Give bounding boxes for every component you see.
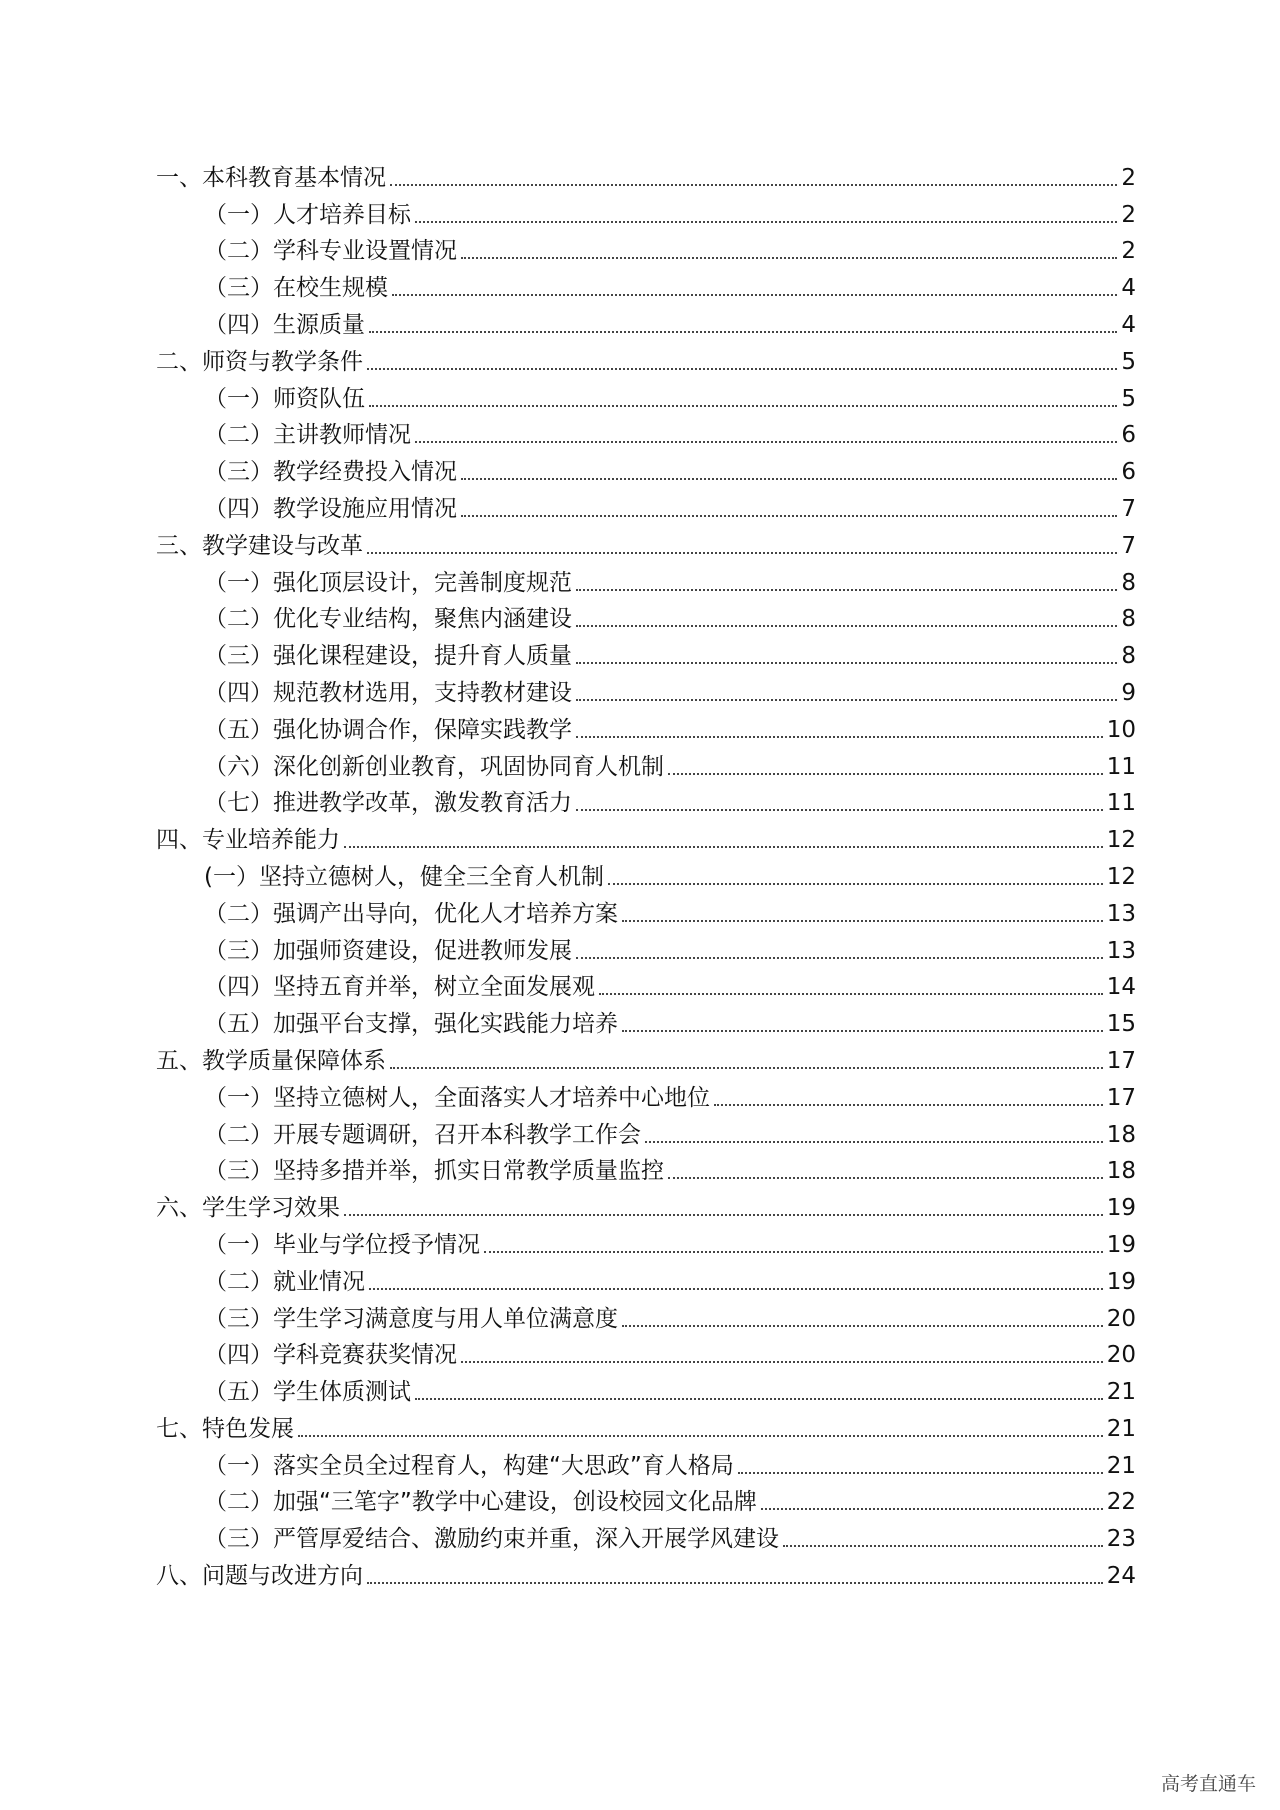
toc-dot-leader	[369, 1288, 1103, 1290]
toc-subsection-entry[interactable]	[156, 673, 1136, 710]
watermark-text: 高考直通车	[1160, 1773, 1256, 1795]
toc-dot-leader	[738, 1472, 1103, 1474]
toc-entry-title: （五）加强平台支撑，强化实践能力培养	[204, 1011, 618, 1038]
toc-entry-title: （三）加强师资建设，促进教师发展	[204, 937, 572, 964]
toc-dot-leader	[367, 1582, 1103, 1584]
toc-subsection-entry[interactable]	[156, 195, 1136, 232]
toc-subsection-entry[interactable]	[156, 1519, 1136, 1556]
toc-dot-leader	[599, 993, 1103, 995]
toc-dot-leader	[645, 1141, 1103, 1143]
toc-subsection-entry[interactable]	[156, 305, 1136, 342]
toc-subsection-entry[interactable]	[156, 268, 1136, 305]
toc-dot-leader	[367, 368, 1117, 370]
toc-dot-leader	[622, 1325, 1103, 1327]
toc-page-number: 6	[1121, 459, 1136, 486]
toc-entry-title: （二）就业情况	[204, 1268, 365, 1295]
toc-subsection-entry[interactable]	[156, 1299, 1136, 1336]
toc-dot-leader	[367, 552, 1117, 554]
toc-section-entry[interactable]	[156, 1188, 1136, 1225]
toc-page-number: 10	[1106, 716, 1136, 743]
toc-entry-title: （五）学生体质测试	[204, 1379, 411, 1406]
toc-section-entry[interactable]	[156, 1041, 1136, 1078]
toc-page-number: 8	[1121, 569, 1136, 596]
toc-entry-title: （二）优化专业结构，聚焦内涵建设	[204, 606, 572, 633]
toc-dot-leader	[344, 846, 1103, 848]
toc-dot-leader	[415, 221, 1117, 223]
toc-page-number: 15	[1106, 1011, 1136, 1038]
toc-page-number: 14	[1106, 974, 1136, 1001]
toc-subsection-entry[interactable]	[156, 747, 1136, 784]
toc-page-number: 4	[1121, 275, 1136, 302]
toc-subsection-entry[interactable]	[156, 1225, 1136, 1262]
toc-entry-title: （三）严管厚爱结合、激励约束并重，深入开展学风建设	[204, 1526, 779, 1553]
toc-dot-leader	[576, 589, 1117, 591]
toc-page-number: 21	[1106, 1452, 1136, 1479]
toc-dot-leader	[392, 294, 1117, 296]
toc-page-number: 8	[1121, 643, 1136, 670]
toc-page-number: 19	[1106, 1231, 1136, 1258]
toc-page-number: 12	[1106, 863, 1136, 890]
toc-subsection-entry[interactable]	[156, 1152, 1136, 1189]
toc-page-number: 19	[1106, 1195, 1136, 1222]
toc-entry-title: 八、问题与改进方向	[156, 1563, 363, 1590]
toc-section-entry[interactable]	[156, 342, 1136, 379]
toc-entry-title: （三）强化课程建设，提升育人质量	[204, 643, 572, 670]
toc-page-number: 19	[1106, 1268, 1136, 1295]
toc-page-number: 18	[1106, 1158, 1136, 1185]
toc-entry-title: （六）深化创新创业教育，巩固协同育人机制	[204, 753, 664, 780]
toc-page-number: 2	[1121, 201, 1136, 228]
toc-page-number: 17	[1106, 1084, 1136, 1111]
toc-subsection-entry[interactable]	[156, 968, 1136, 1005]
toc-subsection-entry[interactable]	[156, 1446, 1136, 1483]
toc-subsection-entry[interactable]	[156, 232, 1136, 269]
toc-dot-leader	[461, 515, 1117, 517]
toc-section-entry[interactable]	[156, 526, 1136, 563]
toc-page-number: 9	[1121, 679, 1136, 706]
toc-subsection-entry[interactable]	[156, 379, 1136, 416]
toc-entry-title: （四）规范教材选用，支持教材建设	[204, 679, 572, 706]
toc-entry-title: （三）在校生规模	[204, 275, 388, 302]
toc-dot-leader	[576, 662, 1117, 664]
toc-entry-title: （一）毕业与学位授予情况	[204, 1231, 480, 1258]
toc-dot-leader	[622, 920, 1103, 922]
toc-section-entry[interactable]	[156, 1556, 1136, 1593]
toc-subsection-entry[interactable]	[156, 1262, 1136, 1299]
toc-entry-title: （七）推进教学改革，激发教育活力	[204, 790, 572, 817]
toc-entry-title: （五）强化协调合作，保障实践教学	[204, 716, 572, 743]
toc-page-number: 23	[1106, 1526, 1136, 1553]
toc-page-number: 5	[1121, 385, 1136, 412]
toc-dot-leader	[390, 184, 1117, 186]
toc-entry-title: 三、教学建设与改革	[156, 532, 363, 559]
toc-page-number: 21	[1106, 1379, 1136, 1406]
toc-subsection-entry[interactable]	[156, 784, 1136, 821]
toc-entry-title: （一）落实全员全过程育人，构建“大思政”育人格局	[204, 1452, 734, 1479]
toc-page-number: 13	[1106, 937, 1136, 964]
toc-entry-title: （二）主讲教师情况	[204, 422, 411, 449]
toc-entry-title: （四）坚持五育并举，树立全面发展观	[204, 974, 595, 1001]
toc-entry-title: （一）坚持立德树人，全面落实人才培养中心地位	[204, 1084, 710, 1111]
toc-subsection-entry[interactable]	[156, 636, 1136, 673]
toc-dot-leader	[461, 1361, 1103, 1363]
toc-page-number: 18	[1106, 1121, 1136, 1148]
toc-subsection-entry[interactable]	[156, 452, 1136, 489]
toc-page-number: 11	[1106, 790, 1136, 817]
toc-entry-title: （一）师资队伍	[204, 385, 365, 412]
toc-entry-title: 七、特色发展	[156, 1415, 294, 1442]
toc-dot-leader	[390, 1067, 1103, 1069]
toc-dot-leader	[461, 257, 1117, 259]
toc-section-entry[interactable]	[156, 158, 1136, 195]
toc-page-number: 20	[1106, 1342, 1136, 1369]
toc-page-number: 7	[1121, 495, 1136, 522]
toc-page-number: 2	[1121, 164, 1136, 191]
toc-dot-leader	[576, 625, 1117, 627]
toc-dot-leader	[344, 1214, 1103, 1216]
toc-entry-title: 六、学生学习效果	[156, 1195, 340, 1222]
toc-entry-title: （三）学生学习满意度与用人单位满意度	[204, 1305, 618, 1332]
toc-page-number: 8	[1121, 606, 1136, 633]
toc-entry-title: （二）开展专题调研，召开本科教学工作会	[204, 1121, 641, 1148]
toc-page-number: 22	[1106, 1489, 1136, 1516]
toc-subsection-entry[interactable]	[156, 416, 1136, 453]
toc-subsection-entry[interactable]	[156, 1336, 1136, 1373]
toc-subsection-entry[interactable]	[156, 1372, 1136, 1409]
toc-subsection-entry[interactable]	[156, 563, 1136, 600]
toc-subsection-entry[interactable]	[156, 1078, 1136, 1115]
toc-page-number: 5	[1121, 348, 1136, 375]
toc-entry-title: （三）坚持多措并举，抓实日常教学质量监控	[204, 1158, 664, 1185]
toc-dot-leader	[576, 736, 1103, 738]
toc-subsection-entry[interactable]	[156, 1483, 1136, 1520]
toc-entry-title: （二）加强“三笔字”教学中心建设，创设校园文化品牌	[204, 1489, 757, 1516]
toc-subsection-entry[interactable]	[156, 894, 1136, 931]
toc-page-number: 7	[1121, 532, 1136, 559]
table-of-contents	[156, 158, 1136, 1593]
toc-dot-leader	[783, 1545, 1103, 1547]
toc-page-number: 20	[1106, 1305, 1136, 1332]
toc-page-number: 17	[1106, 1047, 1136, 1074]
toc-entry-title: （四）学科竞赛获奖情况	[204, 1342, 457, 1369]
toc-entry-title: （一）强化顶层设计，完善制度规范	[204, 569, 572, 596]
toc-entry-title: （一）人才培养目标	[204, 201, 411, 228]
toc-page-number: 4	[1121, 311, 1136, 338]
toc-page-number: 6	[1121, 422, 1136, 449]
toc-page-number: 21	[1106, 1415, 1136, 1442]
toc-section-entry[interactable]	[156, 820, 1136, 857]
toc-subsection-entry[interactable]	[156, 489, 1136, 526]
toc-dot-leader	[761, 1508, 1103, 1510]
toc-subsection-entry[interactable]	[156, 1115, 1136, 1152]
toc-dot-leader	[668, 1177, 1103, 1179]
toc-dot-leader	[369, 405, 1117, 407]
toc-dot-leader	[622, 1030, 1103, 1032]
toc-dot-leader	[461, 478, 1117, 480]
toc-subsection-entry[interactable]	[156, 1004, 1136, 1041]
toc-entry-title: 一、本科教育基本情况	[156, 164, 386, 191]
toc-dot-leader	[576, 957, 1103, 959]
toc-entry-title: 二、师资与教学条件	[156, 348, 363, 375]
toc-entry-title: （二）强调产出导向，优化人才培养方案	[204, 900, 618, 927]
toc-entry-title: (一）坚持立德树人，健全三全育人机制	[204, 863, 604, 890]
toc-subsection-entry[interactable]	[156, 931, 1136, 968]
toc-page-number: 13	[1106, 900, 1136, 927]
toc-subsection-entry[interactable]	[156, 600, 1136, 637]
toc-dot-leader	[415, 441, 1117, 443]
toc-dot-leader	[576, 809, 1103, 811]
toc-dot-leader	[714, 1104, 1103, 1106]
toc-page-number: 12	[1106, 827, 1136, 854]
toc-dot-leader	[415, 1398, 1103, 1400]
toc-entry-title: （四）生源质量	[204, 311, 365, 338]
toc-section-entry[interactable]	[156, 1409, 1136, 1446]
toc-entry-title: 五、教学质量保障体系	[156, 1047, 386, 1074]
toc-page-number: 2	[1121, 238, 1136, 265]
toc-entry-title: （四）教学设施应用情况	[204, 495, 457, 522]
toc-entry-title: （二）学科专业设置情况	[204, 238, 457, 265]
toc-page-number: 24	[1106, 1563, 1136, 1590]
toc-entry-title: 四、专业培养能力	[156, 827, 340, 854]
toc-dot-leader	[576, 699, 1117, 701]
toc-dot-leader	[369, 331, 1117, 333]
toc-dot-leader	[298, 1435, 1103, 1437]
toc-dot-leader	[608, 883, 1103, 885]
toc-page-number: 11	[1106, 753, 1136, 780]
toc-dot-leader	[668, 773, 1103, 775]
toc-dot-leader	[484, 1251, 1103, 1253]
toc-subsection-entry[interactable]	[156, 710, 1136, 747]
toc-entry-title: （三）教学经费投入情况	[204, 459, 457, 486]
toc-subsection-entry[interactable]	[156, 857, 1136, 894]
